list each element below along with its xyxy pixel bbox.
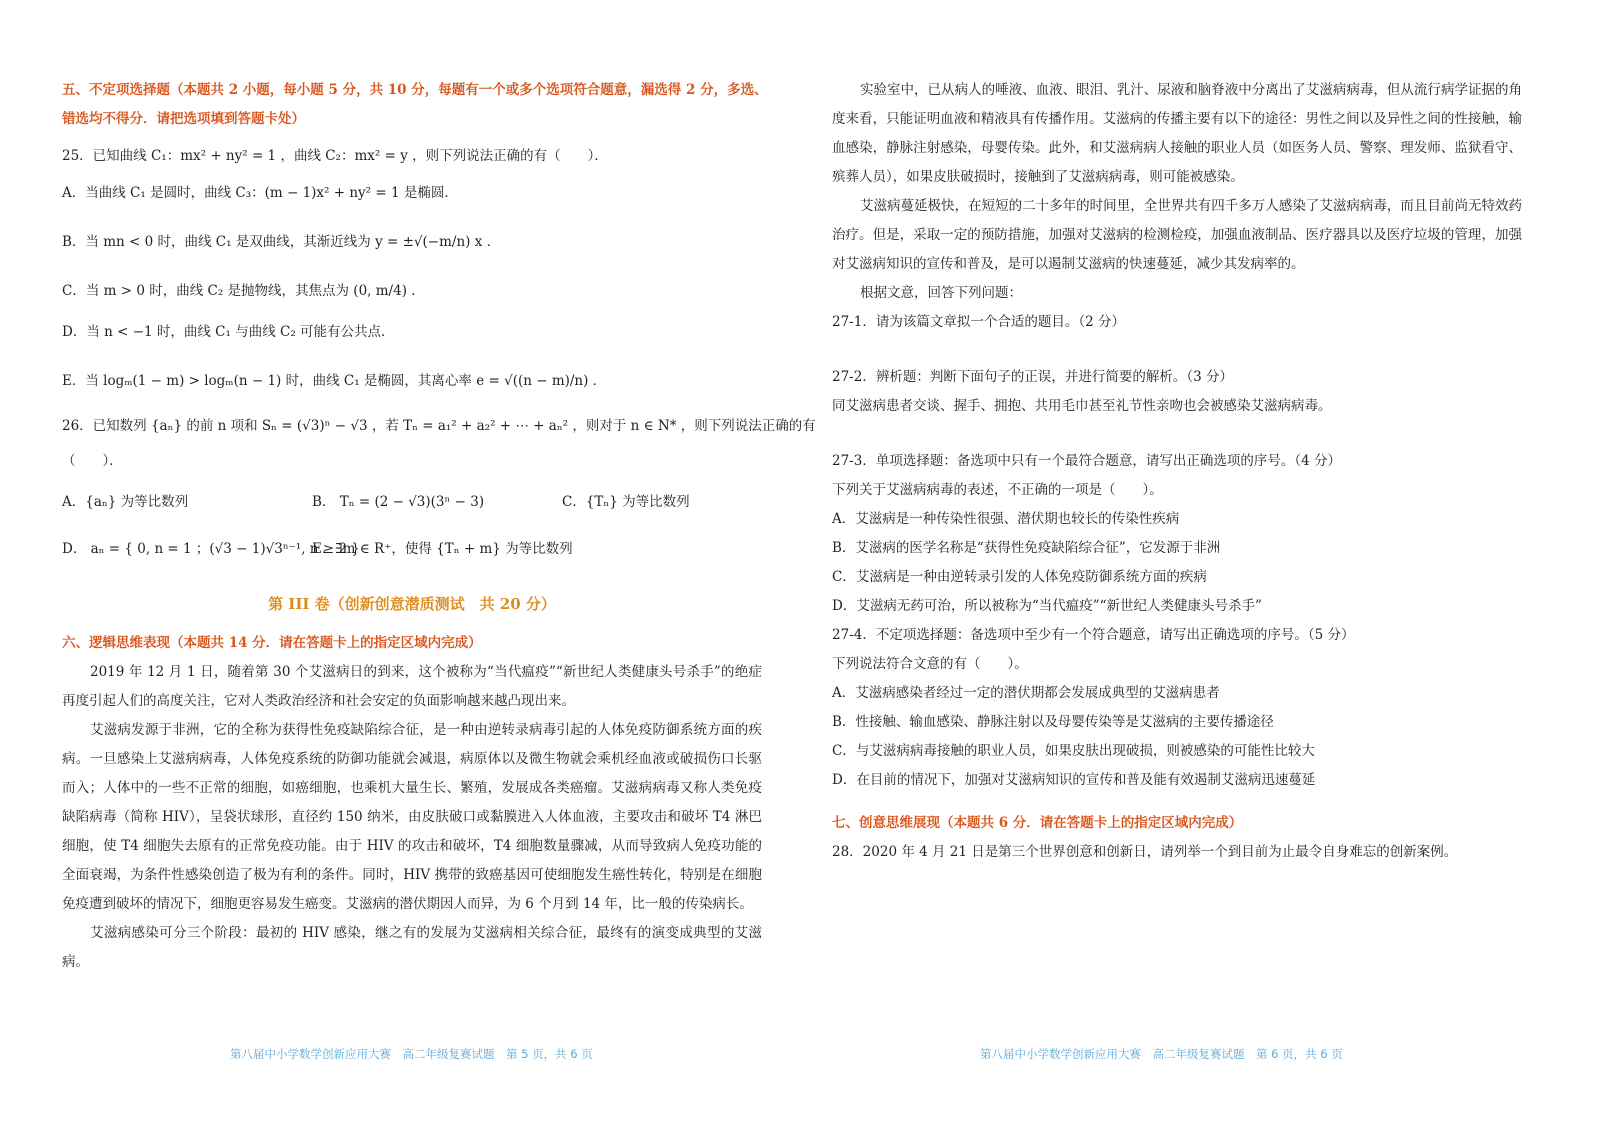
q27-3: 27-3．单项选择题：备选项中只有一个最符合题意，请写出正确选项的序号。（4 分） bbox=[832, 453, 1341, 469]
q25-option-d: D．当 n < −1 时，曲线 C₁ 与曲线 C₂ 可能有公共点． bbox=[62, 324, 395, 340]
passage-paragraph-4: 实验室中，已从病人的唾液、血液、眼泪、乳汁、尿液和脑脊液中分离出了艾滋病病毒，但从流行病学证据的角度来看，只能证明血液和精液具有传播作用。艾滋病的传播主要有以下的途径：男性之间以及异性之间的性接触，输血感染，静脉注射感染，母婴传染。此外，和艾滋病病人接触的职业人员（如医务人员、警察、理发师、监狱看守、殡葬人员），如果皮肤破损时，接触到了艾滋病病毒，则可能被感染。 bbox=[832, 82, 1522, 185]
passage-paragraph-3: 艾滋病感染可分三个阶段：最初的 HIV 感染，继之有的发展为艾滋病相关综合征，最终有的演变成典型的艾滋病。 bbox=[62, 925, 762, 970]
q26-stem: 26．已知数列 {aₙ} 的前 n 项和 Sₙ = (√3)ⁿ − √3 ，若 Tₙ = a₁² + a₂² + ⋯ + aₙ² ，则对于 n ∈ N* ，则下列说法正确的有 bbox=[62, 418, 816, 434]
q27-3-option-c: C．艾滋病是一种由逆转录引发的人体免疫防御系统方面的疾病 bbox=[832, 569, 1207, 585]
q28: 28．2020 年 4 月 21 日是第三个世界创意和创新日，请列举一个到目前为止最令自身难忘的创新案例。 bbox=[832, 844, 1458, 860]
q26-option-c: C．{Tₙ} 为等比数列 bbox=[562, 494, 690, 510]
instructions: 根据文意，回答下列问题： bbox=[860, 285, 1022, 301]
q27-4-option-b: B．性接触、输血感染、静脉注射以及母婴传染等是艾滋病的主要传播途径 bbox=[832, 714, 1274, 730]
q25-option-e: E．当 logₘ(1 − m) > logₘ(n − 1) 时，曲线 C₁ 是椭圆，其离心率 e = √((n − m)/n) ． bbox=[62, 373, 607, 389]
q27-2: 27-2．辨析题：判断下面句子的正误，并进行简要的解析。（3 分） bbox=[832, 369, 1233, 385]
q27-2-sentence: 同艾滋病患者交谈、握手、拥抱、共用毛巾甚至礼节性亲吻也会被感染艾滋病病毒。 bbox=[832, 398, 1332, 414]
q27-4-option-a: A．艾滋病感染者经过一定的潜伏期都会发展成典型的艾滋病患者 bbox=[832, 685, 1220, 701]
q26-options-row2 bbox=[62, 535, 762, 564]
section7-header: 七、创意思维展现（本题共 6 分．请在答题卡上的指定区域内完成） bbox=[832, 815, 1243, 831]
passage-paragraph-2: 艾滋病发源于非洲，它的全称为获得性免疫缺陷综合征，是一种由逆转录病毒引起的人体免疫防御系统方面的疾病。一旦感染上艾滋病病毒，人体免疫系统的防御功能就会减退，病原体以及微生物就会乘机经血液或破损伤口长驱而入；人体中的一些不正常的细胞，如癌细胞，也乘机大量生长、繁殖，发展成各类癌瘤。艾滋病病毒又称人类免疫缺陷病毒（简称 HIV），呈袋状球形，直径约 150 纳米，由皮肤破口或黏膜进入人体血液，主要攻击和破坏 T4 淋巴细胞，使 T4 细胞失去原有的正常免疫功能。由于 HIV 的攻击和破坏，T4 细胞数量骤减，从而导致病人免疫功能的全面衰竭，为条件性感染创造了极为有利的条件。同时，HIV 携带的致癌基因可使细胞发生癌性转化，特别是在细胞免疫遭到破坏的情况下，细胞更容易发生癌变。艾滋病的潜伏期因人而异，为 6 个月到 14 年，比一般的传染病长。 bbox=[62, 722, 762, 912]
q27-4-option-c: C．与艾滋病病毒接触的职业人员，如果皮肤出现破损，则被感染的可能性比较大 bbox=[832, 743, 1315, 759]
q25-stem: 25．已知曲线 C₁：mx² + ny² = 1 ，曲线 C₂：mx² = y ，则下列说法正确的有（ ）． bbox=[62, 148, 608, 164]
q26-option-d: D． aₙ = { 0, n = 1 ；(√3 − 1)√3ⁿ⁻¹, n ≥ 2 } bbox=[62, 541, 360, 557]
q27-4: 27-4．不定项选择题：备选项中至少有一个符合题意，请写出正确选项的序号。（5 分） bbox=[832, 627, 1355, 643]
section5-header-cont: 错选均不得分．请把选项填到答题卡处） bbox=[62, 111, 305, 127]
q27-3-option-b: B．艾滋病的医学名称是“获得性免疫缺陷综合征”，它发源于非洲 bbox=[832, 540, 1221, 556]
left-page bbox=[62, 76, 816, 977]
q26-option-b: B． Tₙ = (2 − √3)(3ⁿ − 3) bbox=[312, 494, 485, 510]
q27-4-stem: 下列说法符合文意的有（ ）。 bbox=[832, 656, 1028, 672]
q26-option-a: A．{aₙ} 为等比数列 bbox=[62, 494, 189, 510]
section6-header: 六、逻辑思维表现（本题共 14 分．请在答题卡上的指定区域内完成） bbox=[62, 635, 482, 651]
q27-3-option-d: D．艾滋病无药可治，所以被称为“当代瘟疫”“新世纪人类健康头号杀手” bbox=[832, 598, 1262, 614]
q26-options-row1 bbox=[62, 488, 762, 517]
q27-3-option-a: A．艾滋病是一种传染性很强、潜伏期也较长的传染性疾病 bbox=[832, 511, 1180, 527]
footer-page-5: 第八届中小学数学创新应用大赛 高二年级复赛试题 第 5 页，共 6 页 bbox=[230, 1047, 593, 1061]
section5-header: 五、不定项选择题（本题共 2 小题，每小题 5 分，共 10 分，每题有一个或多个选项符合题意，漏选得 2 分，多选、 bbox=[62, 82, 768, 98]
q25-option-b: B．当 mn < 0 时，曲线 C₁ 是双曲线，其渐近线为 y = ±√(−m/n) x ． bbox=[62, 234, 501, 250]
q27-1: 27-1．请为该篇文章拟一个合适的题目。（2 分） bbox=[832, 314, 1125, 330]
passage-paragraph-5: 艾滋病蔓延极快，在短短的二十多年的时间里，全世界共有四千多万人感染了艾滋病病毒，而且目前尚无特效药治疗。但是，采取一定的预防措施，加强对艾滋病的检测检疫，加强血液制品、医疗器具以及医疗垃圾的管理，加强对艾滋病知识的宣传和普及，是可以遏制艾滋病的快速蔓延，减少其发病率的。 bbox=[832, 198, 1522, 272]
q27-4-option-d: D．在目前的情况下，加强对艾滋病知识的宣传和普及能有效遏制艾滋病迅速蔓延 bbox=[832, 772, 1316, 788]
q27-3-stem: 下列关于艾滋病病毒的表述，不正确的一项是（ ）。 bbox=[832, 482, 1163, 498]
q25-option-c: C．当 m > 0 时，曲线 C₂ 是抛物线，其焦点为 (0, m/4) ． bbox=[62, 283, 425, 299]
right-page bbox=[832, 76, 1522, 867]
q25-option-a: A．当曲线 C₁ 是圆时，曲线 C₃：(m − 1)x² + ny² = 1 是椭圆． bbox=[62, 185, 458, 201]
part3-title: 第 III 卷（创新创意潜质测试 共 20 分） bbox=[268, 595, 556, 613]
passage-paragraph-1: 2019 年 12 月 1 日，随着第 30 个艾滋病日的到来，这个被称为“当代瘟疫”“新世纪人类健康头号杀手”的绝症再度引起人们的高度关注，它对人类政治经济和社会安定的负面影响越来越凸现出来。 bbox=[62, 664, 762, 709]
q26-stem-cont: （ ）． bbox=[62, 453, 123, 469]
q26-option-e: E．∃m ∈ R⁺，使得 {Tₙ + m} 为等比数列 bbox=[312, 541, 573, 557]
footer-page-6: 第八届中小学数学创新应用大赛 高二年级复赛试题 第 6 页，共 6 页 bbox=[980, 1047, 1343, 1061]
